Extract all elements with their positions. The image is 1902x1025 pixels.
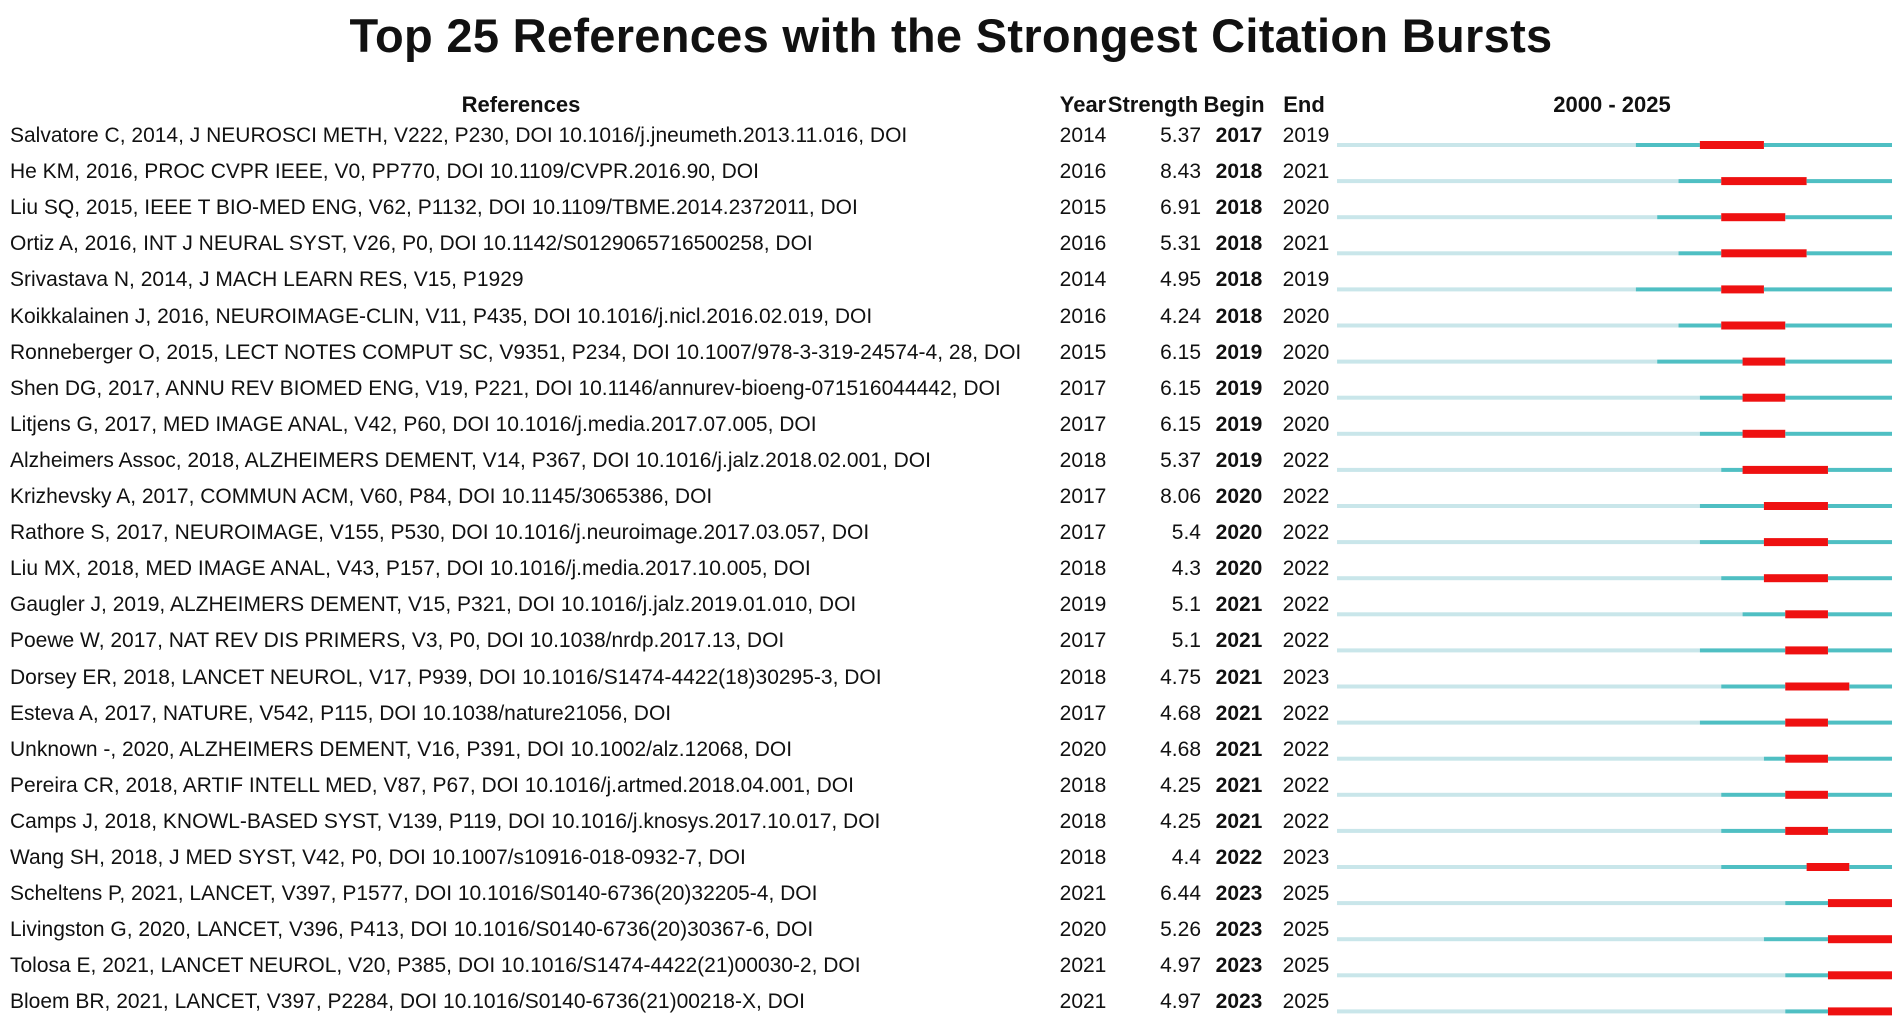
- end-value: 2019: [1282, 124, 1330, 147]
- year-value: 2021: [1059, 882, 1107, 906]
- reference-text: Unknown -, 2020, ALZHEIMERS DEMENT, V16, P391, DOI 10.1002/alz.12068, DOI: [10, 737, 793, 761]
- end-value: 2022: [1282, 557, 1330, 581]
- strength-value: 6.44: [1160, 882, 1201, 906]
- begin-value: 2023: [1215, 990, 1263, 1014]
- year-value: 2014: [1059, 124, 1107, 147]
- begin-value: 2017: [1215, 124, 1263, 147]
- year-value: 2021: [1059, 990, 1107, 1014]
- timeline-inactive-segment: [1337, 937, 1764, 941]
- timeline-inactive-segment: [1337, 504, 1700, 508]
- reference-text: Salvatore C, 2014, J NEUROSCI METH, V222, P230, DOI 10.1016/j.jneumeth.2013.11.016, DOI: [10, 124, 908, 147]
- header-begin: Begin: [1203, 92, 1265, 117]
- end-value: 2022: [1282, 521, 1330, 545]
- year-value: 2016: [1059, 160, 1107, 184]
- timeline-inactive-segment: [1337, 829, 1721, 833]
- timeline-active-segment: [1700, 540, 1764, 544]
- begin-value: 2018: [1215, 268, 1263, 292]
- year-value: 2016: [1059, 232, 1107, 256]
- chart-title: Top 25 References with the Strongest Citation Bursts: [349, 9, 1553, 62]
- timeline-active-segment: [1828, 504, 1892, 508]
- end-value: 2023: [1282, 846, 1330, 869]
- year-value: 2018: [1059, 665, 1107, 689]
- timeline-active-segment: [1764, 287, 1892, 291]
- reference-text: Gaugler J, 2019, ALZHEIMERS DEMENT, V15, P321, DOI 10.1016/j.jalz.2019.01.010, DOI: [10, 593, 857, 617]
- timeline-active-segment: [1743, 612, 1786, 616]
- strength-value: 6.15: [1160, 376, 1201, 400]
- year-value: 2018: [1059, 557, 1107, 581]
- burst-bar: [1721, 177, 1806, 185]
- reference-text: Krizhevsky A, 2017, COMMUN ACM, V60, P84, DOI 10.1145/3065386, DOI: [10, 485, 713, 508]
- timeline-active-segment: [1700, 432, 1743, 436]
- header-timeline-range: 2000 - 2025: [1553, 92, 1671, 117]
- timeline-active-segment: [1657, 360, 1742, 364]
- timeline-active-segment: [1807, 251, 1892, 255]
- burst-bar: [1785, 719, 1828, 727]
- timeline-active-segment: [1764, 143, 1892, 147]
- burst-bar: [1721, 285, 1764, 293]
- year-value: 2021: [1059, 954, 1107, 978]
- timeline-inactive-segment: [1337, 721, 1700, 725]
- strength-value: 5.37: [1160, 448, 1201, 472]
- begin-value: 2021: [1215, 773, 1263, 797]
- timeline-active-segment: [1828, 829, 1892, 833]
- timeline-active-segment: [1785, 324, 1892, 328]
- burst-bar: [1721, 249, 1806, 257]
- begin-value: 2019: [1215, 448, 1263, 472]
- burst-bar: [1807, 863, 1850, 871]
- timeline-inactive-segment: [1337, 360, 1657, 364]
- timeline-active-segment: [1679, 324, 1722, 328]
- reference-text: Srivastava N, 2014, J MACH LEARN RES, V15, P1929: [10, 268, 524, 292]
- timeline-inactive-segment: [1337, 648, 1700, 652]
- strength-value: 4.4: [1171, 846, 1201, 869]
- end-value: 2020: [1282, 376, 1330, 400]
- timeline-active-segment: [1828, 468, 1892, 472]
- strength-value: 4.97: [1160, 990, 1201, 1014]
- timeline-active-segment: [1700, 396, 1743, 400]
- year-value: 2018: [1059, 448, 1107, 472]
- begin-value: 2021: [1215, 737, 1263, 761]
- year-value: 2018: [1059, 846, 1107, 869]
- year-value: 2019: [1059, 593, 1107, 617]
- end-value: 2025: [1282, 990, 1330, 1014]
- year-value: 2018: [1059, 809, 1107, 833]
- end-value: 2022: [1282, 593, 1330, 617]
- strength-value: 4.97: [1160, 954, 1201, 978]
- timeline-inactive-segment: [1337, 287, 1636, 291]
- begin-value: 2020: [1215, 485, 1263, 508]
- begin-value: 2023: [1215, 918, 1263, 942]
- end-value: 2022: [1282, 773, 1330, 797]
- end-value: 2022: [1282, 809, 1330, 833]
- timeline-active-segment: [1679, 251, 1722, 255]
- timeline-active-segment: [1785, 396, 1892, 400]
- timeline-inactive-segment: [1337, 793, 1721, 797]
- timeline-inactive-segment: [1337, 973, 1785, 977]
- begin-value: 2018: [1215, 196, 1263, 220]
- strength-value: 5.31: [1160, 232, 1201, 256]
- end-value: 2025: [1282, 954, 1330, 978]
- timeline-active-segment: [1679, 179, 1722, 183]
- strength-value: 5.4: [1171, 521, 1201, 545]
- reference-text: Livingston G, 2020, LANCET, V396, P413, DOI 10.1016/S0140-6736(20)30367-6, DOI: [10, 918, 814, 942]
- strength-value: 4.3: [1171, 557, 1201, 581]
- burst-bar: [1785, 610, 1828, 618]
- begin-value: 2022: [1215, 846, 1263, 869]
- begin-value: 2021: [1215, 701, 1263, 725]
- strength-value: 4.68: [1160, 737, 1201, 761]
- timeline-inactive-segment: [1337, 901, 1785, 905]
- strength-value: 4.25: [1160, 773, 1201, 797]
- burst-bar: [1764, 574, 1828, 582]
- reference-text: Ortiz A, 2016, INT J NEURAL SYST, V26, P0, DOI 10.1142/S0129065716500258, DOI: [10, 232, 813, 256]
- end-value: 2021: [1282, 160, 1330, 184]
- strength-value: 6.91: [1160, 196, 1201, 220]
- reference-text: Esteva A, 2017, NATURE, V542, P115, DOI 10.1038/nature21056, DOI: [10, 701, 672, 725]
- timeline-inactive-segment: [1337, 612, 1743, 616]
- begin-value: 2021: [1215, 665, 1263, 689]
- end-value: 2020: [1282, 196, 1330, 220]
- timeline-inactive-segment: [1337, 251, 1679, 255]
- reference-text: Shen DG, 2017, ANNU REV BIOMED ENG, V19, P221, DOI 10.1146/annurev-bioeng-071516044442, DOI: [10, 376, 1001, 400]
- timeline-active-segment: [1636, 287, 1721, 291]
- end-value: 2020: [1282, 304, 1330, 328]
- timeline-inactive-segment: [1337, 576, 1721, 580]
- burst-bar: [1700, 141, 1764, 149]
- year-value: 2017: [1059, 412, 1107, 436]
- timeline-active-segment: [1807, 179, 1892, 183]
- reference-text: Tolosa E, 2021, LANCET NEUROL, V20, P385, DOI 10.1016/S1474-4422(21)00030-2, DOI: [10, 954, 861, 978]
- timeline-active-segment: [1700, 721, 1785, 725]
- strength-value: 5.1: [1171, 593, 1201, 617]
- begin-value: 2018: [1215, 304, 1263, 328]
- burst-bar: [1785, 755, 1828, 763]
- timeline-active-segment: [1700, 648, 1785, 652]
- reference-text: Dorsey ER, 2018, LANCET NEUROL, V17, P939, DOI 10.1016/S1474-4422(18)30295-3, DOI: [10, 665, 882, 689]
- burst-bar: [1785, 827, 1828, 835]
- timeline-inactive-segment: [1337, 179, 1679, 183]
- end-value: 2021: [1282, 232, 1330, 256]
- timeline-active-segment: [1721, 468, 1742, 472]
- timeline-inactive-segment: [1337, 540, 1700, 544]
- burst-bar: [1721, 322, 1785, 330]
- end-value: 2022: [1282, 485, 1330, 508]
- end-value: 2022: [1282, 701, 1330, 725]
- strength-value: 5.26: [1160, 918, 1201, 942]
- end-value: 2020: [1282, 340, 1330, 364]
- begin-value: 2018: [1215, 160, 1263, 184]
- year-value: 2015: [1059, 196, 1107, 220]
- reference-text: Rathore S, 2017, NEUROIMAGE, V155, P530, DOI 10.1016/j.neuroimage.2017.03.057, DOI: [10, 521, 870, 545]
- begin-value: 2021: [1215, 593, 1263, 617]
- timeline-inactive-segment: [1337, 757, 1764, 761]
- timeline-active-segment: [1828, 721, 1892, 725]
- timeline-active-segment: [1849, 685, 1892, 689]
- year-value: 2018: [1059, 773, 1107, 797]
- burst-bar: [1828, 971, 1892, 979]
- begin-value: 2019: [1215, 340, 1263, 364]
- burst-bar: [1764, 502, 1828, 510]
- year-value: 2020: [1059, 737, 1107, 761]
- strength-value: 8.43: [1160, 160, 1201, 184]
- year-value: 2017: [1059, 629, 1107, 653]
- timeline-inactive-segment: [1337, 396, 1700, 400]
- timeline-active-segment: [1657, 215, 1721, 219]
- reference-text: Ronneberger O, 2015, LECT NOTES COMPUT SC, V9351, P234, DOI 10.1007/978-3-319-24574-4, 28, DOI: [10, 340, 1022, 364]
- timeline-active-segment: [1636, 143, 1700, 147]
- timeline-active-segment: [1721, 865, 1806, 869]
- begin-value: 2021: [1215, 809, 1263, 833]
- end-value: 2019: [1282, 268, 1330, 292]
- timeline-active-segment: [1828, 576, 1892, 580]
- begin-value: 2023: [1215, 954, 1263, 978]
- strength-value: 5.37: [1160, 124, 1201, 147]
- reference-text: Scheltens P, 2021, LANCET, V397, P1577, DOI 10.1016/S0140-6736(20)32205-4, DOI: [10, 882, 818, 906]
- burst-bar: [1764, 538, 1828, 546]
- end-value: 2020: [1282, 412, 1330, 436]
- header-references: References: [461, 92, 581, 117]
- timeline-active-segment: [1785, 901, 1828, 905]
- reference-text: Koikkalainen J, 2016, NEUROIMAGE-CLIN, V11, P435, DOI 10.1016/j.nicl.2016.02.019, DOI: [10, 304, 873, 328]
- reference-text: Liu SQ, 2015, IEEE T BIO-MED ENG, V62, P1132, DOI 10.1109/TBME.2014.2372011, DOI: [10, 196, 858, 220]
- header-strength: Strength: [1107, 92, 1199, 117]
- strength-value: 4.24: [1160, 304, 1201, 328]
- timeline-active-segment: [1721, 685, 1785, 689]
- strength-value: 4.95: [1160, 268, 1201, 292]
- year-value: 2017: [1059, 376, 1107, 400]
- timeline-active-segment: [1721, 793, 1785, 797]
- strength-value: 6.15: [1160, 412, 1201, 436]
- burst-bar: [1828, 899, 1892, 907]
- year-value: 2017: [1059, 701, 1107, 725]
- timeline-inactive-segment: [1337, 432, 1700, 436]
- begin-value: 2021: [1215, 629, 1263, 653]
- burst-bar: [1743, 394, 1786, 402]
- timeline-active-segment: [1721, 576, 1764, 580]
- timeline-inactive-segment: [1337, 143, 1636, 147]
- year-value: 2015: [1059, 340, 1107, 364]
- begin-value: 2019: [1215, 412, 1263, 436]
- timeline-active-segment: [1785, 973, 1828, 977]
- timeline-active-segment: [1828, 612, 1892, 616]
- timeline-active-segment: [1828, 540, 1892, 544]
- reference-text: Litjens G, 2017, MED IMAGE ANAL, V42, P60, DOI 10.1016/j.media.2017.07.005, DOI: [10, 412, 817, 436]
- strength-value: 4.75: [1160, 665, 1201, 689]
- timeline-active-segment: [1828, 793, 1892, 797]
- header-year: Year: [1059, 92, 1107, 117]
- begin-value: 2020: [1215, 557, 1263, 581]
- end-value: 2022: [1282, 737, 1330, 761]
- burst-bar: [1785, 683, 1849, 691]
- burst-bar: [1721, 213, 1785, 221]
- begin-value: 2023: [1215, 882, 1263, 906]
- reference-text: Bloem BR, 2021, LANCET, V397, P2284, DOI 10.1016/S0140-6736(21)00218-X, DOI: [10, 990, 805, 1014]
- timeline-inactive-segment: [1337, 215, 1657, 219]
- timeline-active-segment: [1785, 1009, 1828, 1013]
- timeline-inactive-segment: [1337, 324, 1679, 328]
- year-value: 2020: [1059, 918, 1107, 942]
- year-value: 2017: [1059, 485, 1107, 508]
- timeline-active-segment: [1828, 757, 1892, 761]
- year-value: 2017: [1059, 521, 1107, 545]
- begin-value: 2018: [1215, 232, 1263, 256]
- begin-value: 2020: [1215, 521, 1263, 545]
- timeline-active-segment: [1849, 865, 1892, 869]
- timeline-inactive-segment: [1337, 1009, 1785, 1013]
- reference-text: Wang SH, 2018, J MED SYST, V42, P0, DOI 10.1007/s10916-018-0932-7, DOI: [10, 846, 746, 869]
- end-value: 2022: [1282, 629, 1330, 653]
- timeline-active-segment: [1764, 757, 1785, 761]
- strength-value: 4.25: [1160, 809, 1201, 833]
- header-end: End: [1283, 92, 1325, 117]
- burst-bar: [1828, 1007, 1892, 1015]
- timeline-active-segment: [1764, 937, 1828, 941]
- reference-text: He KM, 2016, PROC CVPR IEEE, V0, PP770, DOI 10.1109/CVPR.2016.90, DOI: [10, 160, 759, 184]
- strength-value: 4.68: [1160, 701, 1201, 725]
- burst-bar: [1743, 430, 1786, 438]
- timeline-active-segment: [1785, 432, 1892, 436]
- reference-text: Liu MX, 2018, MED IMAGE ANAL, V43, P157, DOI 10.1016/j.media.2017.10.005, DOI: [10, 557, 811, 581]
- timeline-active-segment: [1721, 829, 1785, 833]
- strength-value: 8.06: [1160, 485, 1201, 508]
- reference-text: Pereira CR, 2018, ARTIF INTELL MED, V87, P67, DOI 10.1016/j.artmed.2018.04.001, DOI: [10, 773, 854, 797]
- end-value: 2023: [1282, 665, 1330, 689]
- reference-text: Poewe W, 2017, NAT REV DIS PRIMERS, V3, P0, DOI 10.1038/nrdp.2017.13, DOI: [10, 629, 785, 653]
- reference-text: Alzheimers Assoc, 2018, ALZHEIMERS DEMENT, V14, P367, DOI 10.1016/j.jalz.2018.02.001, DOI: [10, 448, 931, 472]
- end-value: 2022: [1282, 448, 1330, 472]
- timeline-active-segment: [1700, 504, 1764, 508]
- strength-value: 5.1: [1171, 629, 1201, 653]
- burst-bar: [1743, 358, 1786, 366]
- burst-bar: [1785, 791, 1828, 799]
- timeline-active-segment: [1828, 648, 1892, 652]
- timeline-active-segment: [1785, 360, 1892, 364]
- reference-text: Camps J, 2018, KNOWL-BASED SYST, V139, P119, DOI 10.1016/j.knosys.2017.10.017, DOI: [10, 809, 881, 833]
- timeline-active-segment: [1785, 215, 1892, 219]
- timeline-inactive-segment: [1337, 685, 1721, 689]
- burst-bar: [1785, 646, 1828, 654]
- end-value: 2025: [1282, 918, 1330, 942]
- timeline-inactive-segment: [1337, 468, 1721, 472]
- begin-value: 2019: [1215, 376, 1263, 400]
- timeline-inactive-segment: [1337, 865, 1721, 869]
- end-value: 2025: [1282, 882, 1330, 906]
- burst-bar: [1828, 935, 1892, 943]
- strength-value: 6.15: [1160, 340, 1201, 364]
- burst-bar: [1743, 466, 1828, 474]
- year-value: 2014: [1059, 268, 1107, 292]
- year-value: 2016: [1059, 304, 1107, 328]
